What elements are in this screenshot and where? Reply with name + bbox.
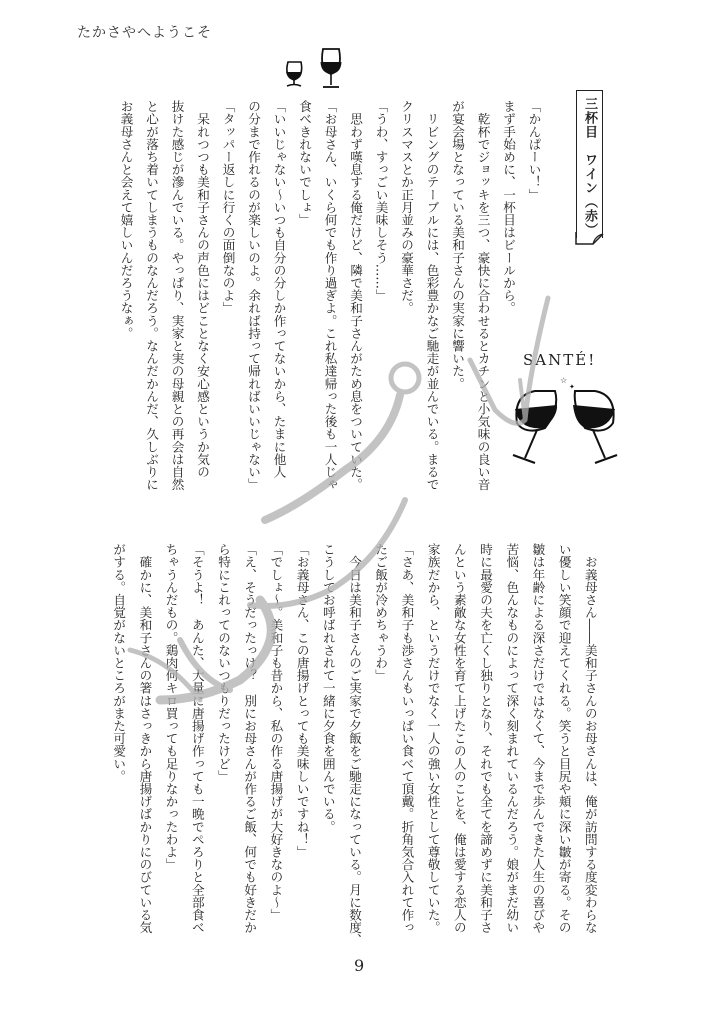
text-column: まず手始めに、一杯目はビールから。 [501, 100, 516, 315]
text-column: ら特にこれってのないつもりだったけど」 [216, 543, 232, 783]
body-text-lower [105, 543, 603, 947]
text-column: こうしてお呼ばれされて一緒に夕食を囲んでいる。 [320, 543, 336, 833]
text-column: の分まで作れるのが楽しいのよ。余れば持って帰ればいいじゃない」 [246, 100, 261, 491]
text-column: 「お義母さん、この唐揚げとっても美味しいですね！」 [294, 543, 310, 858]
folded-corner-icon [575, 232, 605, 252]
text-column: んという素敵な女性を育て上げたこの人のことを、俺は愛する恋人の [451, 543, 467, 934]
text-column: 「え、そうだったっけ？ 別にお母さんが作るご飯、何でも好きだか [242, 543, 258, 934]
chapter-title: 三杯目 ワイン（赤） [582, 97, 597, 237]
text-column: 「お母さん、いくら何でも作り過ぎよ。これ私達帰った後も一人じゃ [322, 100, 338, 491]
chapter-title-box [576, 90, 603, 238]
text-column: 家族だから、というだけでなく一人の強い女性として尊敬していた。 [425, 543, 441, 934]
text-column: 今日は美和子さんのご実家で夕飯をご馳走になっている。月に数度、 [347, 543, 363, 947]
text-column: ちゃうんだもの。鶏肉何キロ買っても足りなかったわよ」 [163, 543, 179, 871]
text-column: 食べきれないでしょ」 [297, 100, 312, 226]
text-column: 思わず嘆息する俺だけど、隣で美和子さんがため息をついていた。 [348, 100, 363, 491]
text-column: 乾杯でジョッキを三つ、豪快に合わせるとカチンと小気味の良い音 [475, 100, 491, 491]
page-number: 9 [354, 956, 365, 975]
text-column: 「タッパー返しに行くの面倒なのよ」 [220, 100, 236, 315]
text-column: 「さあ、美和子も渉さんもいっぱい食べて頂戴。折角気合入れて作っ [399, 543, 415, 934]
text-column: い優しい笑顔で迎えてくれる。笑うと目尻や頬に深い皺が寄る。その [556, 543, 572, 934]
sante-caption: SANTÉ! [523, 351, 597, 369]
text-column: 苦悩、色んなものによって深く刻まれているんだろう。娘がまだ幼い [504, 543, 520, 934]
wine-glasses-icon [282, 44, 348, 90]
svg-text:✦: ✦ [569, 383, 575, 391]
body-text-upper [113, 100, 547, 500]
text-column: 「うわ、すっごい美味しそう……」 [373, 100, 389, 302]
text-column: 確かに、美和子さんの箸はさっきから唐揚げばかりにのびている気 [137, 543, 153, 934]
text-column: 「そうよ！ あんた、大量に唐揚げ作っても一晩でぺろりと全部食べ [189, 543, 205, 934]
text-column: 抜けた感じが滲んでいる。やっぱり、実家と実の母親との再会は自然 [169, 100, 185, 491]
text-column: 皺は年齢による深さだけではなくて、今まで歩んできた人生の喜びや [530, 543, 546, 934]
text-column: がする。自覚がないところがまた可愛い。 [111, 543, 127, 783]
svg-text:☆: ☆ [560, 376, 568, 385]
text-column: リビングのテーブルには、色彩豊かなご馳走が並んでいる。まるで [424, 100, 440, 491]
running-header: たかさやへようこそ [77, 25, 212, 41]
text-column: お義母さん――美和子さんのお母さんは、俺が訪問する度変わらな [582, 543, 598, 934]
text-column: 「でしょ～。美和子も昔から、私の作る唐揚げが大好きなのよ～」 [268, 543, 284, 921]
text-column: お義母さんと会えて嬉しいんだろうなぁ。 [118, 100, 134, 340]
text-column: と心が落ち着いてしまうものなんだろう。なんだかんだ、久しぶりに [144, 100, 159, 491]
text-column: たご飯が冷めちゃうわ」 [373, 543, 389, 682]
text-column: が宴会場となっている美和子さんの実家に響いた。 [450, 100, 465, 390]
text-column: 呆れつつも美和子さんの声色にはどことなく安心感というか気の [195, 100, 210, 478]
text-column: 時に最愛の夫を亡くし独りとなり、それでも全てを諦めずに美和子さ [478, 543, 494, 934]
text-column: クリスマスとか正月並みの豪華さだ。 [399, 100, 414, 315]
text-column: 「かんぱーい！」 [526, 100, 542, 201]
text-column: 「いいじゃない～いつも自分の分しか作ってないから、たまに他人 [271, 100, 287, 478]
